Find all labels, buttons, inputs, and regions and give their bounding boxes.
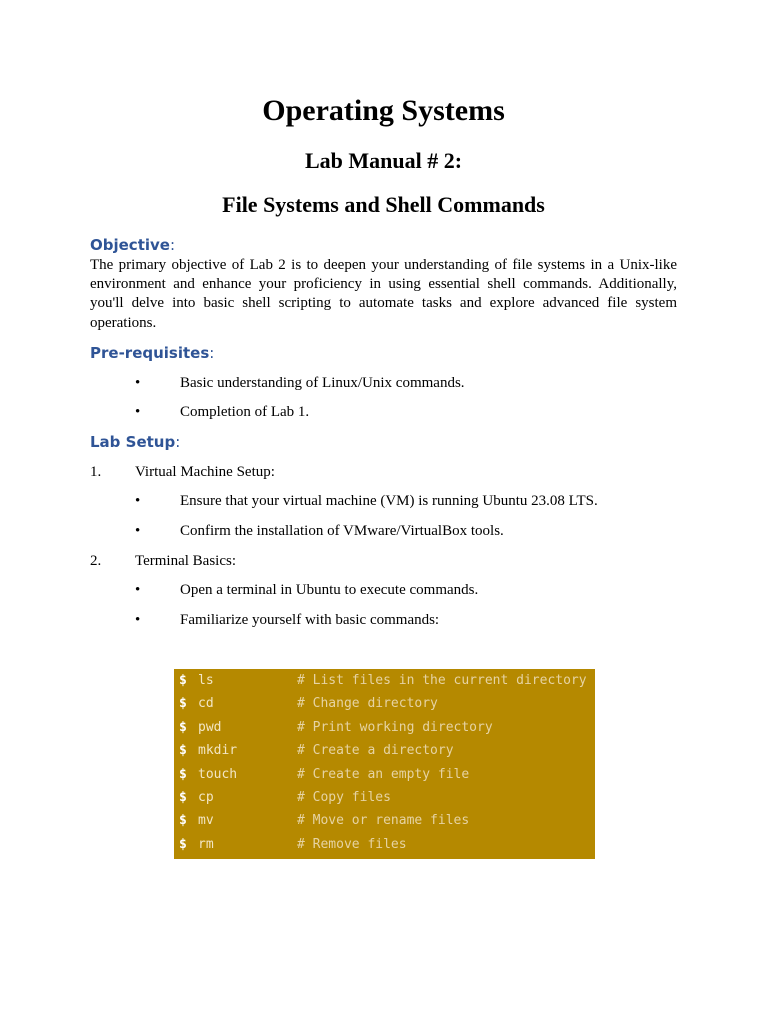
- shell-command: rm: [198, 836, 214, 852]
- step-label: Terminal Basics:: [135, 553, 237, 569]
- bullet-marker: •: [135, 404, 141, 420]
- shell-command: pwd: [198, 719, 222, 735]
- setup-step-item-text: Familiarize yourself with basic commands:: [180, 612, 440, 628]
- step-label: Virtual Machine Setup:: [135, 464, 275, 480]
- shell-prompt: $: [179, 789, 187, 805]
- prerequisites-heading: [90, 343, 214, 363]
- objective-heading: [90, 235, 175, 255]
- setup-step-item-text: Confirm the installation of VMware/VirtualBox tools.: [180, 523, 504, 539]
- code-line: [179, 716, 595, 739]
- step-number: 2.: [90, 553, 102, 569]
- lab-setup-heading: [90, 432, 180, 452]
- step-number: 1.: [90, 464, 102, 480]
- bullet-marker: •: [135, 375, 141, 391]
- code-block: [174, 669, 595, 859]
- prerequisite-item-text: Completion of Lab 1.: [180, 404, 310, 420]
- shell-prompt: $: [179, 696, 187, 712]
- setup-step-item-text: Ensure that your virtual machine (VM) is running Ubuntu 23.08 LTS.: [180, 493, 598, 509]
- shell-prompt: $: [179, 836, 187, 852]
- shell-prompt: $: [179, 673, 187, 688]
- objective-heading-text: Objective: [90, 236, 170, 254]
- prerequisites-heading-colon: :: [209, 344, 215, 362]
- shell-command: touch: [198, 766, 238, 782]
- code-line: [179, 763, 595, 786]
- shell-command: mv: [198, 813, 214, 829]
- shell-comment: # Print working directory: [297, 719, 493, 735]
- bullet-marker: •: [135, 582, 141, 598]
- code-line: [179, 786, 595, 809]
- shell-comment: # Remove files: [297, 836, 407, 852]
- shell-command: mkdir: [198, 743, 238, 759]
- code-line: [179, 669, 595, 692]
- prerequisite-item-text: Basic understanding of Linux/Unix commands.: [180, 375, 465, 391]
- shell-comment: # Create an empty file: [297, 766, 470, 782]
- code-line: [179, 739, 595, 762]
- shell-command: ls: [198, 673, 214, 688]
- bullet-marker: •: [135, 612, 141, 628]
- shell-comment: # Change directory: [297, 696, 438, 712]
- shell-comment: # Create a directory: [297, 743, 454, 759]
- code-line: [179, 833, 595, 856]
- shell-prompt: $: [179, 766, 187, 782]
- document-title: Operating Systems: [262, 94, 505, 127]
- lab-setup-heading-colon: :: [175, 433, 181, 451]
- code-line: [179, 809, 595, 832]
- shell-prompt: $: [179, 813, 187, 829]
- shell-prompt: $: [179, 719, 187, 735]
- shell-command: cd: [198, 696, 214, 712]
- bullet-marker: •: [135, 523, 141, 539]
- lab-setup-heading-text: Lab Setup: [90, 433, 176, 451]
- objective-paragraph: The primary objective of Lab 2 is to deepen your understanding of file systems in a Unix-like environment and enhance your proficiency in using essential shell commands. Additionally, you'll delve into basic shell scripting to automate tasks and explore advanced file system operations.: [90, 257, 677, 331]
- prerequisites-heading-text: Pre-requisites: [90, 344, 210, 362]
- bullet-marker: •: [135, 493, 141, 509]
- shell-comment: # Move or rename files: [297, 813, 470, 829]
- objective-heading-colon: :: [169, 236, 176, 254]
- setup-step-item-text: Open a terminal in Ubuntu to execute commands.: [180, 582, 479, 598]
- shell-comment: # List files in the current directory: [297, 673, 587, 688]
- shell-comment: # Copy files: [297, 789, 391, 805]
- lab-manual-topic: File Systems and Shell Commands: [222, 192, 545, 217]
- shell-command: cp: [198, 789, 214, 805]
- lab-manual-number: Lab Manual # 2:: [304, 148, 463, 173]
- shell-prompt: $: [179, 743, 187, 759]
- code-line: [179, 692, 595, 715]
